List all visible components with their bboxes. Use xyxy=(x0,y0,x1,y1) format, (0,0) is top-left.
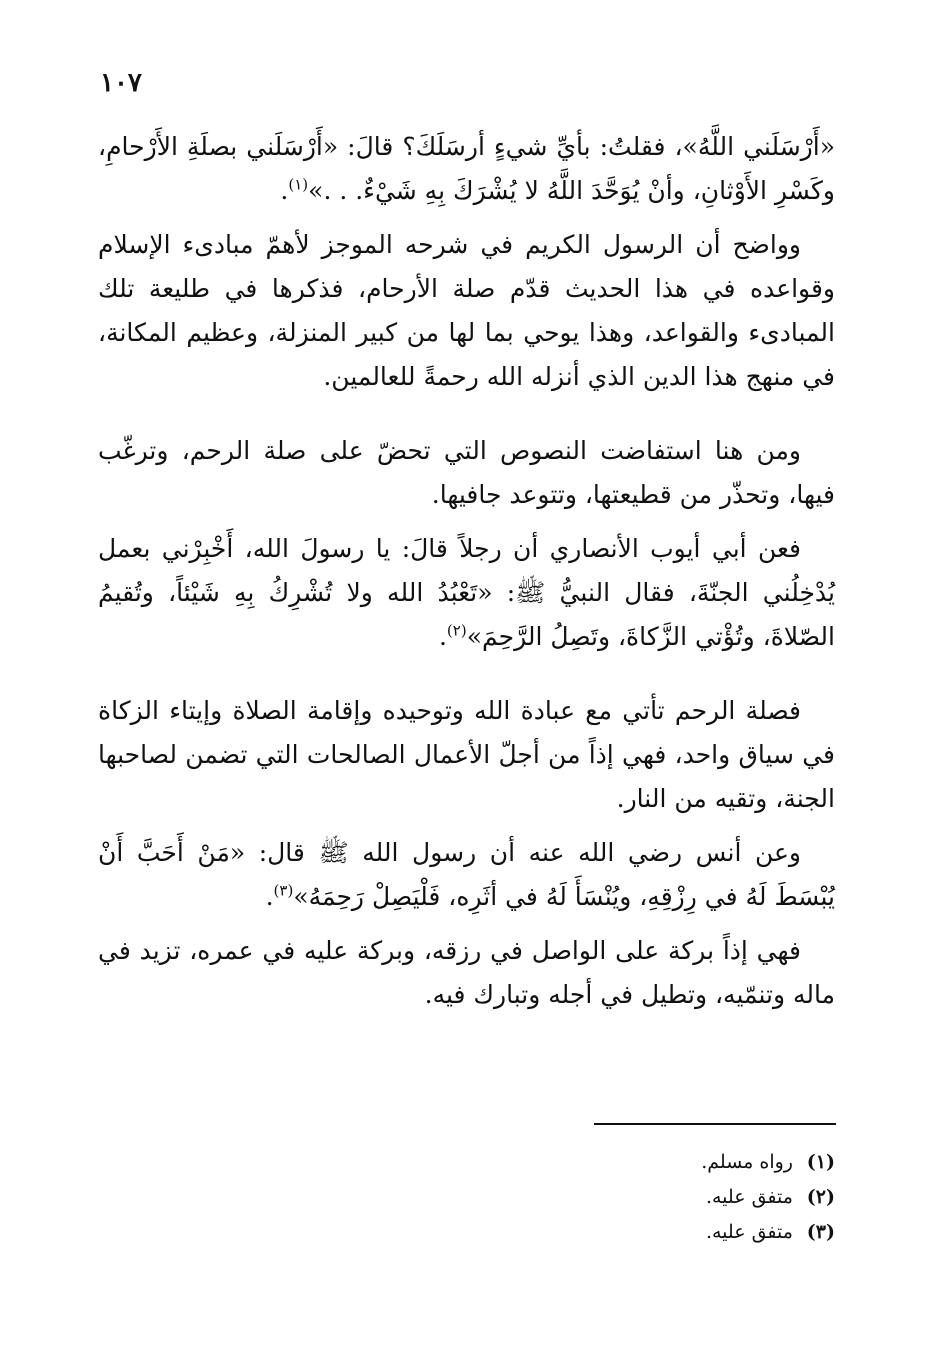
paragraph-end: . xyxy=(265,882,274,911)
footnote-ref-3: (٣) xyxy=(273,881,294,900)
body-text xyxy=(98,125,835,1027)
paragraph-text: فعن أبي أيوب الأنصاري أن رجلاً قالَ: يا رسولَ الله، أَخْبِرْني بعمل يُدْخِلُني الجنّةَ، فقال النبيُّ ﷺ: «تَعْبُدُ الله ولا تُشْرِكُ بِهِ شَيْئاً، وتُقيمُ الصّلاةَ، وتُؤْتي الزَّكاةَ، وتَصِلُ الرَّحِمَ» xyxy=(98,534,836,651)
paragraph-hadith-intro xyxy=(98,125,835,213)
paragraph-end: . xyxy=(438,622,447,651)
paragraph-text: «أَرْسَلَني اللَّهُ»، فقلتُ: بأيِّ شيءٍ أرسَلَكَ؟ قالَ: «أَرْسَلَني بصلَةِ الأَرْحامِ، وكَسْرِ الأَوْثانِ، وأنْ يُوَحَّدَ اللَّهُ لا يُشْرَكَ بِهِ شَيْءٌ. . .» xyxy=(98,132,835,205)
paragraph-kinship-worship xyxy=(98,689,835,821)
paragraph-blessing xyxy=(98,929,835,1017)
footnote-divider xyxy=(594,1123,836,1125)
footnote-ref-2: (٢) xyxy=(446,621,467,640)
footnote-text: متفق عليه. xyxy=(705,1186,793,1208)
footnote-ref-1: (١) xyxy=(288,175,309,194)
paragraph-end: . xyxy=(280,176,289,205)
paragraph-text: وواضح أن الرسول الكريم في شرحه الموجز لأهمّ مبادىء الإسلام وقواعده في هذا الحديث قدّم صلة الأرحام، فذكرها في طليعة تلك المبادىء والقواعد، وهذا يوحي بما لها من كبير المنزلة، وعظيم المكانة، في منهج هذا الدين الذي أنزله الله رحمةً للعالمين. xyxy=(98,230,835,391)
paragraph-text: فصلة الرحم تأتي مع عبادة الله وتوحيده وإقامة الصلاة وإيتاء الزكاة في سياق واحد، فهي إذاً من أجلّ الأعمال الصالحات التي تضمن لصاحبها الجنة، وتقيه من النار. xyxy=(98,696,835,813)
paragraph-explanation xyxy=(98,223,835,399)
paragraph-texts-encourage xyxy=(98,429,835,517)
footnote-item xyxy=(701,1145,835,1180)
page-number: ١٠٧ xyxy=(100,68,142,98)
paragraph-abu-ayyub-hadith xyxy=(98,527,835,659)
footnote-number: (١) xyxy=(806,1151,835,1173)
footnote-text: رواه مسلم. xyxy=(701,1151,793,1173)
footnote-item xyxy=(701,1215,835,1250)
footnote-number: (٢) xyxy=(806,1186,835,1208)
paragraph-anas-hadith xyxy=(98,831,835,919)
footnotes xyxy=(701,1145,835,1250)
footnote-item xyxy=(701,1180,835,1215)
paragraph-text: ومن هنا استفاضت النصوص التي تحضّ على صلة الرحم، وترغّب فيها، وتحذّر من قطيعتها، وتتوعد جافيها. xyxy=(98,436,835,509)
footnote-number: (٣) xyxy=(806,1221,835,1243)
paragraph-text: وعن أنس رضي الله عنه أن رسول الله ﷺ قال: «مَنْ أَحَبَّ أَنْ يُبْسَطَ لَهُ في رِزْقِهِ، ويُنْسَأَ لَهُ في أثَرِه، فَلْيَصِلْ رَحِمَهُ» xyxy=(98,838,835,911)
paragraph-text: فهي إذاً بركة على الواصل في رزقه، وبركة عليه في عمره، تزيد في ماله وتنمّيه، وتطيل في أجله وتبارك فيه. xyxy=(98,936,835,1009)
footnote-text: متفق عليه. xyxy=(705,1221,793,1243)
